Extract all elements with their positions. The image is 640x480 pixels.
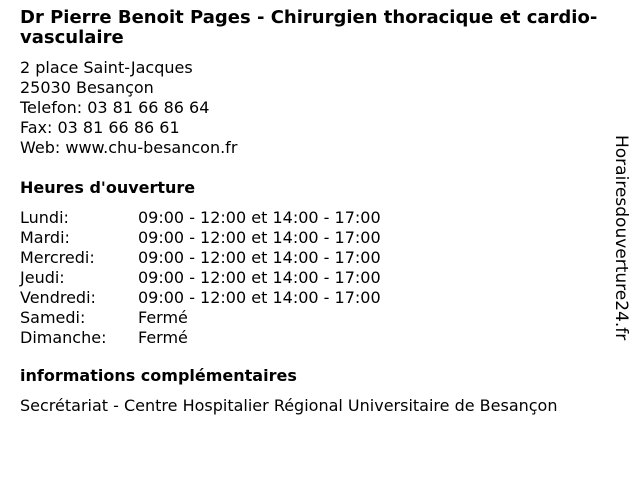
hours-row (20, 288, 600, 308)
hours-time: 09:00 - 12:00 et 14:00 - 17:00 (138, 208, 381, 227)
hours-row (20, 228, 600, 248)
address-phone: Telefon: 03 81 66 86 64 (20, 98, 210, 117)
hours-day: Jeudi: (20, 268, 65, 287)
hours-time: 09:00 - 12:00 et 14:00 - 17:00 (138, 288, 381, 307)
hours-row (20, 268, 600, 288)
hours-day: Dimanche: (20, 328, 107, 347)
page-title: Dr Pierre Benoit Pages - Chirurgien thoracique et cardio-vasculaire (20, 7, 598, 48)
address-fax: Fax: 03 81 66 86 61 (20, 118, 180, 137)
hours-table (20, 208, 600, 348)
hours-time: Fermé (138, 308, 188, 327)
address-city: 25030 Besançon (20, 78, 154, 97)
address-street: 2 place Saint-Jacques (20, 58, 193, 77)
hours-row (20, 208, 600, 228)
hours-day: Mercredi: (20, 248, 95, 267)
info-heading: informations complémentaires (20, 366, 297, 385)
hours-day: Mardi: (20, 228, 70, 247)
hours-day: Vendredi: (20, 288, 96, 307)
info-text: Secrétariat - Centre Hospitalier Régional Universitaire de Besançon (20, 396, 558, 415)
hours-row (20, 308, 600, 328)
address-block (20, 58, 600, 158)
hours-day: Samedi: (20, 308, 86, 327)
site-watermark: Horairesdouverture24.fr (611, 135, 631, 341)
hours-time: 09:00 - 12:00 et 14:00 - 17:00 (138, 228, 381, 247)
hours-time: Fermé (138, 328, 188, 347)
hours-row (20, 328, 600, 348)
listing-page (20, 8, 600, 416)
hours-time: 09:00 - 12:00 et 14:00 - 17:00 (138, 248, 381, 267)
hours-row (20, 248, 600, 268)
hours-time: 09:00 - 12:00 et 14:00 - 17:00 (138, 268, 381, 287)
hours-day: Lundi: (20, 208, 69, 227)
address-web: Web: www.chu-besancon.fr (20, 138, 238, 157)
hours-heading: Heures d'ouverture (20, 178, 196, 197)
